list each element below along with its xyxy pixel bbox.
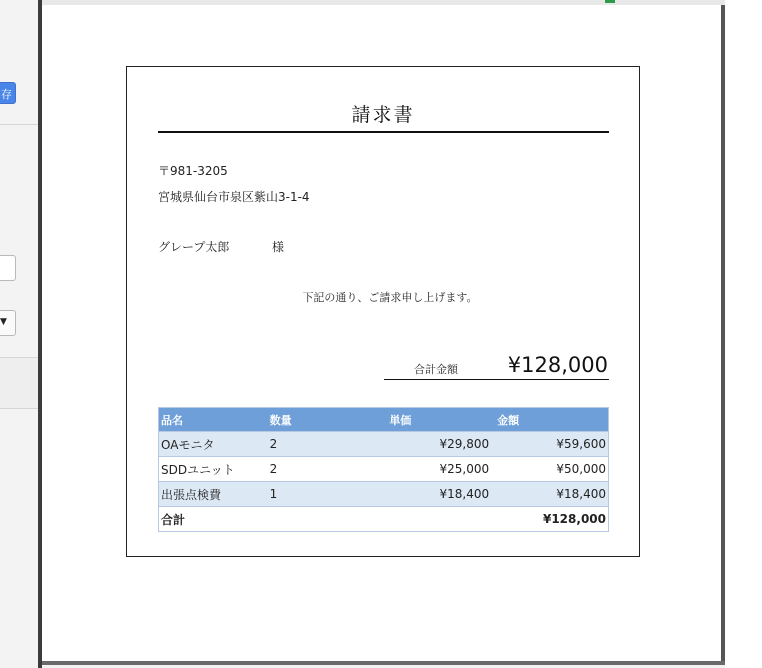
total-underline xyxy=(384,379,609,380)
postal-code: 〒981-3205 xyxy=(158,164,228,178)
table-row xyxy=(159,457,609,482)
header-unit-price: 単価 xyxy=(377,408,495,432)
total-amount-value: ¥128,000 xyxy=(507,353,608,377)
table-header-row xyxy=(159,408,609,432)
invoice-sheet xyxy=(126,66,640,557)
left-sidebar xyxy=(0,0,38,668)
save-button-label: 存 xyxy=(1,88,12,101)
page-shadow xyxy=(721,5,725,661)
invoice-title: 請求書 xyxy=(351,104,415,126)
total-amount-label: 合計金額 xyxy=(414,363,458,376)
table-total-row xyxy=(159,507,609,532)
sidebar-divider xyxy=(0,408,38,409)
title-underline xyxy=(158,131,609,133)
cell-unit-price: ¥18,400 xyxy=(377,482,495,507)
header-quantity: 数量 xyxy=(268,408,378,432)
header-item-name: 品名 xyxy=(159,408,268,432)
sidebar-divider xyxy=(0,124,38,125)
cell-quantity: 2 xyxy=(268,457,378,482)
cell-quantity: 1 xyxy=(268,482,378,507)
cell-amount: ¥50,000 xyxy=(495,457,608,482)
cell-amount: ¥18,400 xyxy=(495,482,608,507)
cell-empty xyxy=(377,507,495,532)
items-table xyxy=(158,407,609,532)
cell-item-name: OAモニタ xyxy=(159,432,268,457)
cell-unit-price: ¥29,800 xyxy=(377,432,495,457)
save-button[interactable] xyxy=(0,82,16,104)
chevron-down-icon: ▼ xyxy=(0,317,7,327)
table-row xyxy=(159,432,609,457)
cell-quantity: 2 xyxy=(268,432,378,457)
table-row xyxy=(159,482,609,507)
header-amount: 金額 xyxy=(495,408,608,432)
address: 宮城県仙台市泉区紫山3-1-4 xyxy=(158,190,310,204)
sidebar-dropdown[interactable] xyxy=(0,310,16,336)
page-shadow xyxy=(42,661,725,665)
cell-total-amount: ¥128,000 xyxy=(495,507,608,532)
right-margin xyxy=(725,0,762,668)
status-indicator xyxy=(605,0,615,3)
cell-amount: ¥59,600 xyxy=(495,432,608,457)
honorific: 様 xyxy=(272,240,285,254)
customer-name: グレープ太郎 xyxy=(158,240,230,254)
sidebar-section xyxy=(0,358,38,408)
print-preview-page xyxy=(42,5,721,661)
cell-item-name: 出張点検費 xyxy=(159,482,268,507)
cell-item-name: SDDユニット xyxy=(159,457,268,482)
cell-empty xyxy=(268,507,378,532)
cell-unit-price: ¥25,000 xyxy=(377,457,495,482)
cell-total-label: 合計 xyxy=(159,507,268,532)
invoice-message: 下記の通り、ご請求申し上げます。 xyxy=(302,291,478,304)
sidebar-text-input[interactable] xyxy=(0,255,16,281)
